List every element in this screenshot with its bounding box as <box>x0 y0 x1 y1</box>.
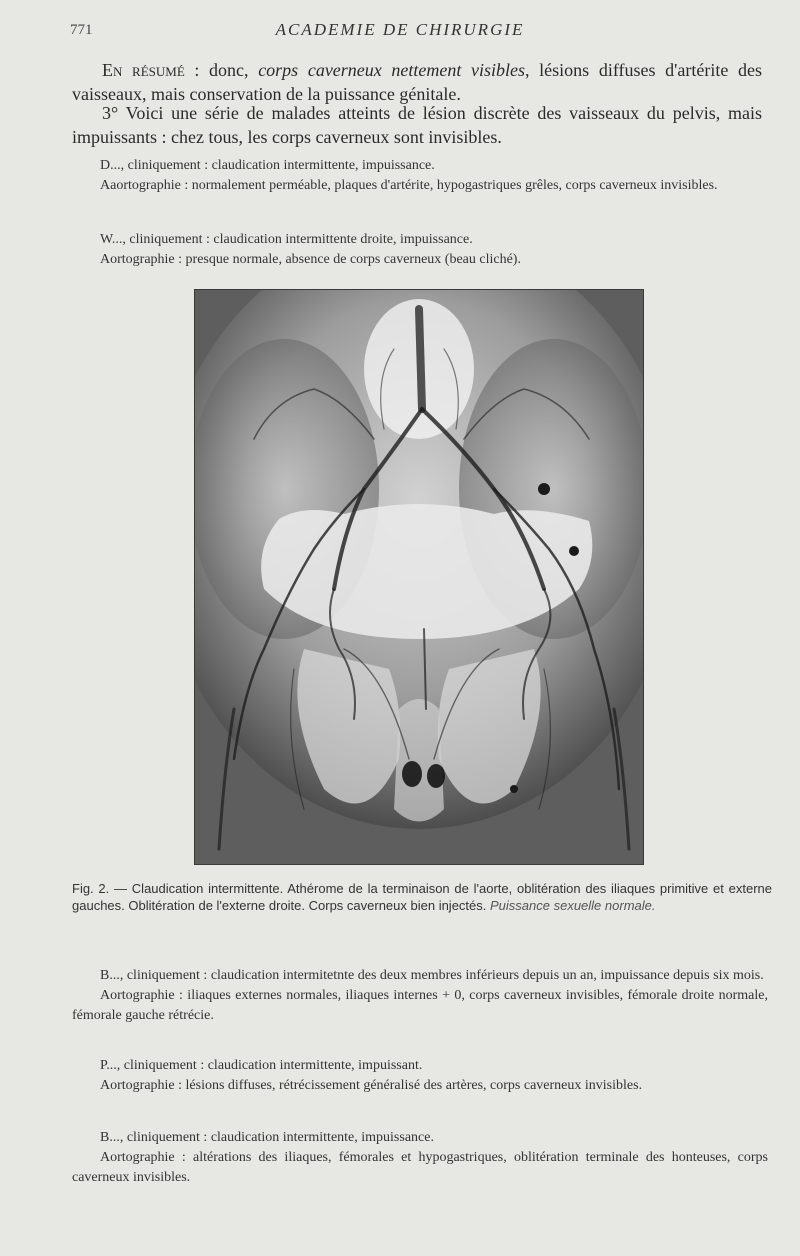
page-header <box>0 18 800 46</box>
case-aortography-line: Aortographie : altérations des iliaques, fémorales et hypogastriques, oblitération terminale des honteuses, corps caverneux invisibles. <box>72 1150 768 1185</box>
summary-lead-rest: : donc, <box>184 60 259 80</box>
case-block <box>72 966 768 1026</box>
case-aortography-line: Aortographie : lésions diffuses, rétrécissement généralisé des artères, corps caverneux invisibles. <box>100 1078 643 1093</box>
summary-paragraph <box>72 58 762 106</box>
summary-lead: En résumé <box>102 60 185 80</box>
page-number: 771 <box>70 22 93 38</box>
section-3-paragraph: 3° Voici une série de malades atteints de lésion discrète des vaisseaux du pelvis, mais impuissants : chez tous, les corps caverneux sont invisibles. <box>72 103 762 147</box>
case-aortography-line: Aortographie : iliaques externes normales, iliaques internes + 0, corps caverneux invisibles, fémorale droite normale, fémorale gauche rétrécie. <box>72 988 768 1023</box>
figure-caption <box>72 880 772 914</box>
case-clinical-line: B..., cliniquement : claudication intermittente, impuissance. <box>100 1130 434 1145</box>
case-aortography-line: Aortographie : presque normale, absence de corps caverneux (beau cliché). <box>100 252 521 267</box>
caption-text: — Claudication intermittente. Athérome de la terminaison de l'aorte, oblitération des iliaques primitive et externe gauches. Oblitération de l'externe droite. Corps caverneux bien injectés. <box>72 881 772 913</box>
aortography-xray-figure <box>194 289 644 865</box>
running-title: ACADEMIE DE CHIRURGIE <box>275 20 525 39</box>
summary-rest: , lésions diffuses d'artérite des vaisseaux, mais conservation de la puissance génitale. <box>72 60 762 104</box>
case-block <box>72 1056 768 1096</box>
case-block <box>72 156 768 196</box>
xray-image <box>194 289 644 865</box>
case-clinical-line: B..., cliniquement : claudication intermitetnte des deux membres inférieurs depuis un an, impuissance depuis six mois. <box>100 968 764 983</box>
summary-italic: corps caverneux nettement visibles <box>258 60 526 80</box>
case-clinical-line: D..., cliniquement : claudication intermittente, impuissance. <box>100 158 435 173</box>
case-aortography-line: Aaortographie : normalement perméable, plaques d'artérite, hypogastriques grêles, corps caverneux invisibles. <box>100 178 718 193</box>
caption-italic: Puissance sexuelle normale. <box>490 898 656 913</box>
case-clinical-line: P..., cliniquement : claudication intermittente, impuissant. <box>100 1058 423 1073</box>
case-clinical-line: W..., cliniquement : claudication intermittente droite, impuissance. <box>100 232 473 247</box>
case-block <box>72 1128 768 1188</box>
case-block <box>72 230 768 270</box>
caption-label: Fig. 2. <box>72 881 110 896</box>
